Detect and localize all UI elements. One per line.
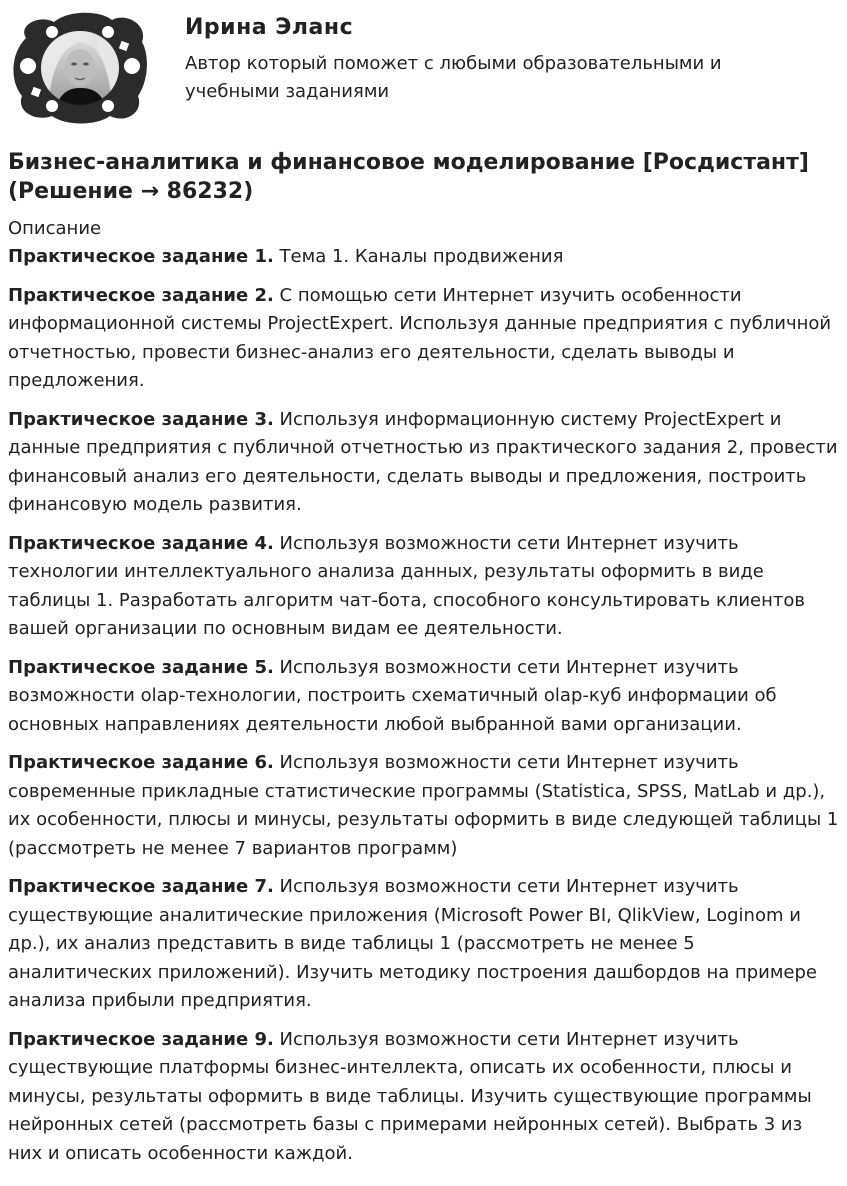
task-label: Практическое задание 5. bbox=[8, 656, 274, 678]
task-item bbox=[8, 530, 840, 644]
task-text: Используя возможности сети Интернет изучить современные прикладные статистические программы (Statistica, SPSS, MatLab и др.), их особенности, плюсы и минусы, результаты оформить в виде следующей таблицы 1 (рассмотреть не менее 7 вариантов программ) bbox=[8, 752, 839, 859]
task-list bbox=[8, 243, 840, 1178]
author-name[interactable]: Ирина Эланс bbox=[185, 15, 354, 40]
author-description: Автор который поможет с любыми образовательными и учебными заданиями bbox=[185, 53, 722, 102]
task-label: Практическое задание 7. bbox=[8, 876, 274, 897]
task-label: Практическое задание 2. bbox=[8, 284, 274, 306]
task-text: С помощью сети Интернет изучить особенности информационной системы ProjectExpert. Используя данные предприятия с публичной отчетностью, провести бизнес-анализ его деятельности, сделать выводы и предложения. bbox=[8, 284, 832, 391]
page-title: Бизнес-аналитика и финансовое моделирование [Росдистант] (Решение → 86232) bbox=[8, 150, 809, 204]
film-reel-photo-frame-icon bbox=[8, 8, 150, 126]
description-label: Описание bbox=[8, 218, 102, 239]
task-text: Используя возможности сети Интернет изучить существующие платформы бизнес-интеллекта, описать их особенности, плюсы и минусы, результаты оформить в виде таблицы. Изучить существующие программы нейронных сетей (рассмотреть базы с примерами нейронных сетей). Выбрать 3 из них и описать особенности каждой. bbox=[8, 1028, 812, 1164]
task-text: Используя возможности сети Интернет изучить возможности olap-технологии, построить схематичный olap-куб информации об основных направлениях деятельности любой выбранной вами организации. bbox=[8, 656, 777, 735]
task-text: Используя возможности сети Интернет изучить технологии интеллектуального анализа данных, результаты оформить в виде таблицы 1. Разработать алгоритм чат-бота, способного консультировать клиентов вашей организации по основным видам ее деятельности. bbox=[8, 532, 805, 639]
task-text: Используя информационную систему ProjectExpert и данные предприятия с публичной отчетностью из практического задания 2, провести финансовый анализ его деятельности, сделать выводы и предложения, построить финансовую модель развития. bbox=[8, 408, 838, 515]
task-text: Тема 1. Каналы продвижения bbox=[273, 246, 564, 267]
author-avatar[interactable] bbox=[8, 8, 150, 126]
task-label: Практическое задание 1. bbox=[8, 246, 274, 267]
task-label: Практическое задание 3. bbox=[8, 408, 274, 430]
task-label: Практическое задание 6. bbox=[8, 752, 274, 773]
author-card bbox=[8, 8, 838, 126]
task-item bbox=[8, 406, 840, 520]
task-label: Практическое задание 9. bbox=[8, 1028, 274, 1050]
task-item bbox=[8, 1026, 840, 1169]
task-text: Используя возможности сети Интернет изучить существующие аналитические приложения (Microsoft Power BI, QlikView, Loginom и др.), их анализ представить в виде таблицы 1 (рассмотреть не менее 5 аналитических приложений). Изучить методику построения дашбордов на примере анализа прибыли предприятия. bbox=[8, 876, 818, 1011]
task-label: Практическое задание 4. bbox=[8, 532, 274, 554]
task-item bbox=[8, 282, 840, 396]
task-item bbox=[8, 243, 840, 272]
task-item bbox=[8, 749, 840, 863]
task-item bbox=[8, 873, 840, 1016]
task-item bbox=[8, 654, 840, 740]
